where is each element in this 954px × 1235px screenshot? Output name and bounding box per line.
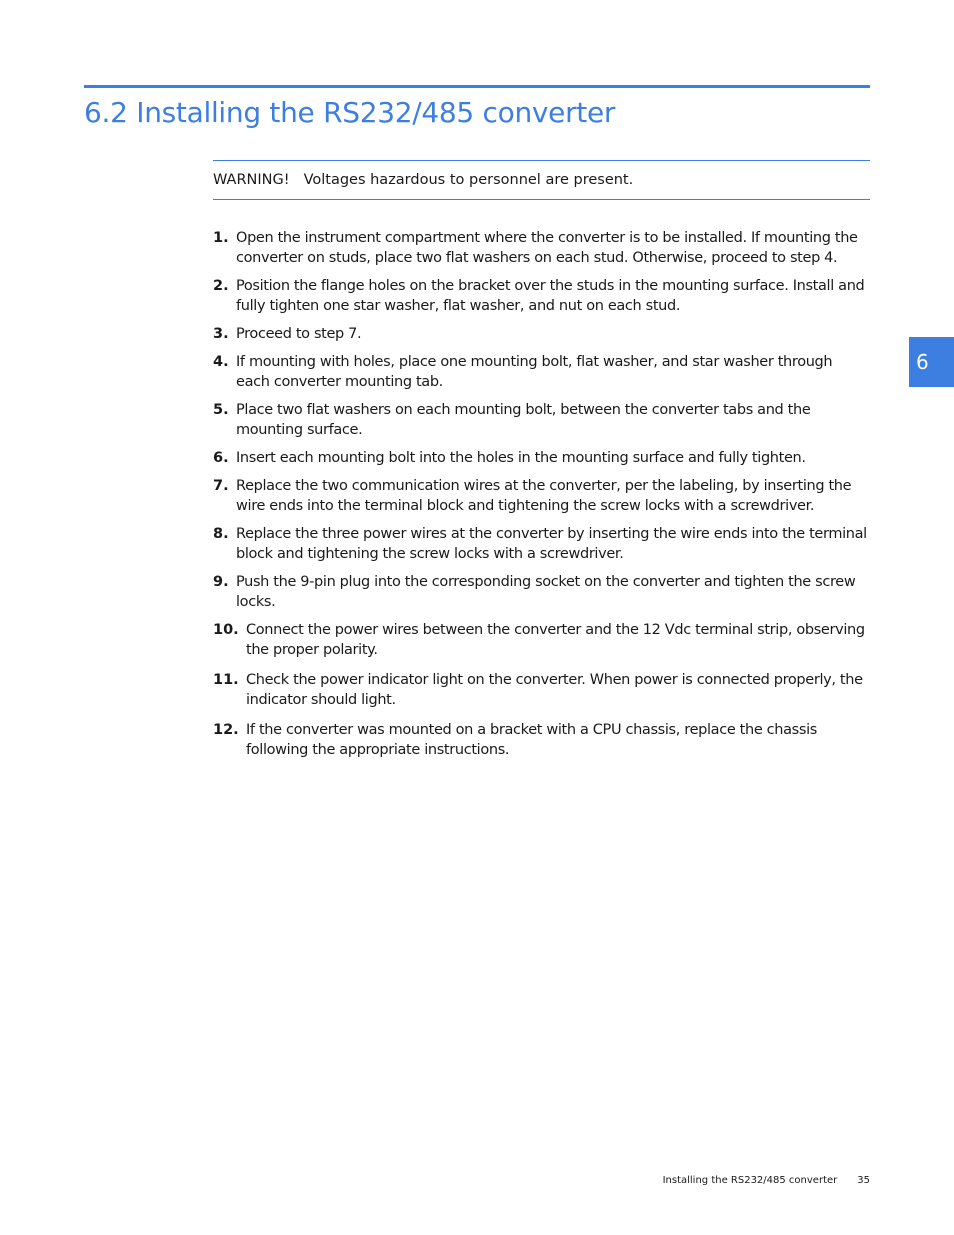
title-rule xyxy=(84,85,870,88)
step-number: 1. xyxy=(213,230,229,246)
page-footer xyxy=(663,1175,870,1186)
step-text: Connect the power wires between the converter and the 12 Vdc terminal strip, observing the proper polarity. xyxy=(246,622,865,658)
step-text: Proceed to step 7. xyxy=(236,326,362,342)
step-item xyxy=(213,572,870,612)
step-number: 7. xyxy=(213,478,229,494)
step-text: Position the flange holes on the bracket over the studs in the mounting surface. Install and fully tighten one star washer, flat washer, and nut on each stud. xyxy=(236,278,865,314)
step-number: 12. xyxy=(213,722,239,738)
step-item xyxy=(213,276,870,316)
step-text: Push the 9-pin plug into the corresponding socket on the converter and tighten the screw locks. xyxy=(236,574,856,610)
step-number: 2. xyxy=(213,278,229,294)
step-item xyxy=(213,448,870,468)
step-number: 8. xyxy=(213,526,229,542)
step-text: If mounting with holes, place one mounting bolt, flat washer, and star washer through each converter mounting tab. xyxy=(236,354,833,390)
step-text: Insert each mounting bolt into the holes in the mounting surface and fully tighten. xyxy=(236,450,806,466)
step-number: 9. xyxy=(213,574,229,590)
step-number: 5. xyxy=(213,402,229,418)
warning-text: Voltages hazardous to personnel are present. xyxy=(303,172,634,188)
step-text: If the converter was mounted on a bracket with a CPU chassis, replace the chassis following the appropriate instructions. xyxy=(246,722,817,758)
page-title: 6.2 Installing the RS232/485 converter xyxy=(84,96,616,129)
step-number: 10. xyxy=(213,622,239,638)
step-item xyxy=(213,324,870,344)
step-number: 6. xyxy=(213,450,229,466)
step-item xyxy=(213,524,870,564)
steps-list xyxy=(213,228,870,770)
step-text: Open the instrument compartment where the converter is to be installed. If mounting the converter on studs, place two flat washers on each stud. Otherwise, proceed to step 4. xyxy=(236,230,858,266)
warning-label: WARNING! xyxy=(213,172,290,188)
step-text: Replace the two communication wires at the converter, per the labeling, by inserting the wire ends into the terminal block and tightening the screw locks with a screwdriver. xyxy=(236,478,852,514)
warning-box xyxy=(213,160,870,200)
step-text: Check the power indicator light on the converter. When power is connected properly, the indicator should light. xyxy=(246,672,863,708)
step-number: 11. xyxy=(213,672,239,688)
step-item xyxy=(213,620,870,660)
step-number: 3. xyxy=(213,326,229,342)
step-item xyxy=(213,720,870,760)
step-number: 4. xyxy=(213,354,229,370)
step-item xyxy=(213,670,870,710)
footer-page-number: 35 xyxy=(857,1175,870,1186)
step-text: Place two flat washers on each mounting bolt, between the converter tabs and the mounting surface. xyxy=(236,402,811,438)
step-text: Replace the three power wires at the converter by inserting the wire ends into the terminal block and tightening the screw locks with a screwdriver. xyxy=(236,526,867,562)
footer-section-title: Installing the RS232/485 converter xyxy=(662,1175,838,1186)
step-item xyxy=(213,228,870,268)
chapter-tab: 6 xyxy=(909,337,954,387)
step-item xyxy=(213,400,870,440)
step-item xyxy=(213,352,870,392)
step-item xyxy=(213,476,870,516)
